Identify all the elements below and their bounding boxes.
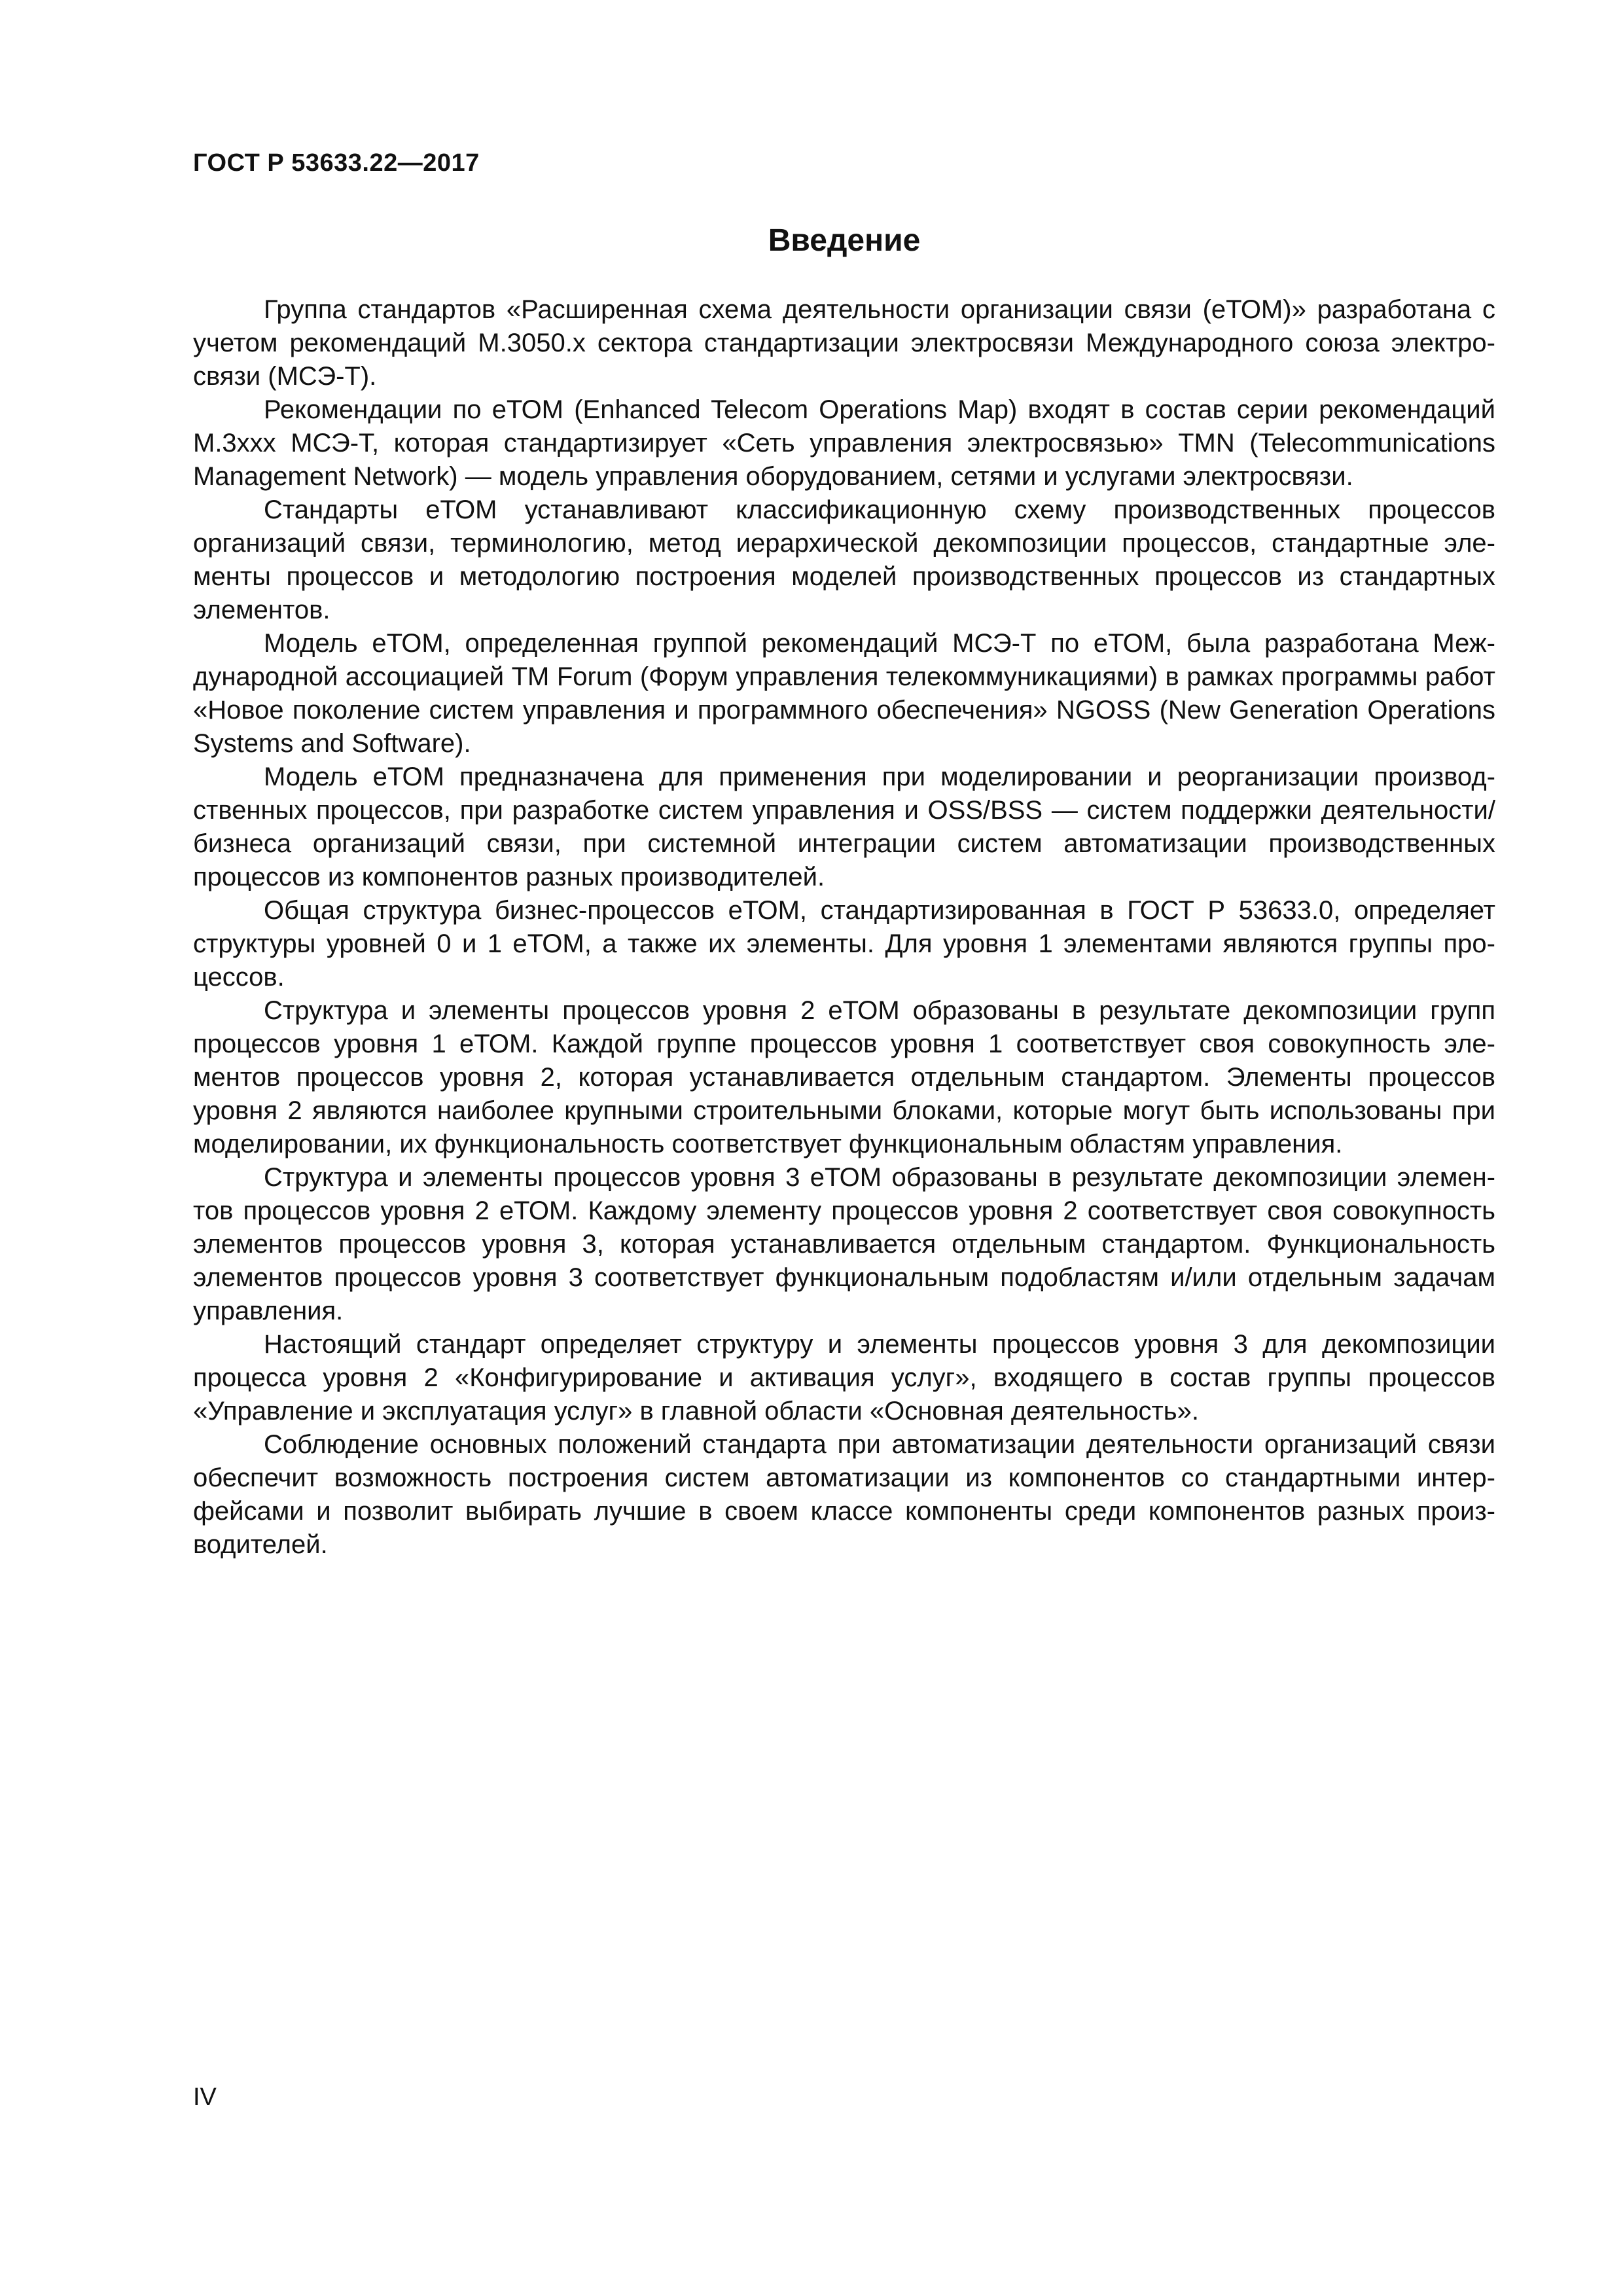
paragraph-2: Рекомендации по еТОМ (Enhanced Telecom Operations Map) входят в состав серии рекомендаций M.3xxx МСЭ-Т, которая стандартизирует «Сеть управления электросвязью» TMN (Telecommunications Management Network) — модель управления оборудованием, сетями и услугами электросвязи. bbox=[193, 395, 1495, 491]
introduction-body bbox=[193, 293, 1495, 1562]
paragraph-7: Структура и элементы процессов уровня 2 еТОМ образованы в результате декомпозиции групп процессов уровня 1 еТОМ. Каждой группе процессов уровня 1 соответствует своя совокупность элементов процессов уровня 2, которая устанавливается отдельным стандартом. Элементы процессов уровня 2 являются наиболее крупными строительными блоками, которые могут быть использованы при моделировании, их функциональность соответствует функциональным областям управления. bbox=[193, 996, 1495, 1158]
paragraph-9: Настоящий стандарт определяет структуру и элементы процессов уровня 3 для декомпозиции процесса уровня 2 «Конфигурирование и активация услуг», входящего в состав группы процессов «Управление и эксплуатация услуг» в главной области «Основная деятельность». bbox=[193, 1330, 1495, 1426]
paragraph-10: Соблюдение основных положений стандарта при автоматизации деятельности организаций связи обеспечит возможность построения систем автоматизации из компонентов со стандартными интерфейсами и позволит выбирать лучшие в своем классе компоненты среди компонентов разных производителей. bbox=[193, 1430, 1495, 1559]
paragraph-5: Модель еТОМ предназначена для применения при моделировании и реорганизации производственных процессов, при разработке систем управления и OSS/BSS — систем поддержки деятельности/бизнеса организаций связи, при системной интеграции систем автоматизации производственных процессов из компонентов разных производителей. bbox=[193, 762, 1495, 891]
paragraph-6: Общая структура бизнес-процессов еТОМ, стандартизированная в ГОСТ Р 53633.0, определяет структуры уровней 0 и 1 еТОМ, а также их элементы. Для уровня 1 элементами являются группы процессов. bbox=[193, 896, 1495, 992]
paragraph-4: Модель еТОМ, определенная группой рекомендаций МСЭ-Т по еТОМ, была разработана Международной ассоциацией TM Forum (Форум управления телекоммуникациями) в рамках программы работ «Новое поколение систем управления и программного обеспечения» NGOSS (New Generation Operations Systems and Software). bbox=[193, 629, 1495, 758]
paragraph-8: Структура и элементы процессов уровня 3 еТОМ образованы в результате декомпозиции элементов процессов уровня 2 еТОМ. Каждому элементу процессов уровня 2 соответствует своя совокупность элементов процессов уровня 3, которая устанавливается отдельным стандартом. Функциональность элементов процессов уровня 3 соответствует функциональным подобластям и/или отдельным задачам управления. bbox=[193, 1163, 1495, 1325]
section-title: Введение bbox=[768, 223, 921, 258]
page-number: IV bbox=[193, 2083, 217, 2111]
standard-id-header: ГОСТ Р 53633.22—2017 bbox=[193, 149, 480, 177]
paragraph-3: Стандарты еТОМ устанавливают классификационную схему производственных процессов организаций связи, терминологию, метод иерархической декомпозиции процессов, стандартные элементы процессов и методологию построения моделей производственных процессов из стандартных элементов. bbox=[193, 495, 1495, 624]
paragraph-1: Группа стандартов «Расширенная схема деятельности организации связи (еТОМ)» разработана с учетом рекомендаций М.3050.x сектора стандартизации электросвязи Международного союза электросвязи (МСЭ-Т). bbox=[193, 295, 1495, 391]
